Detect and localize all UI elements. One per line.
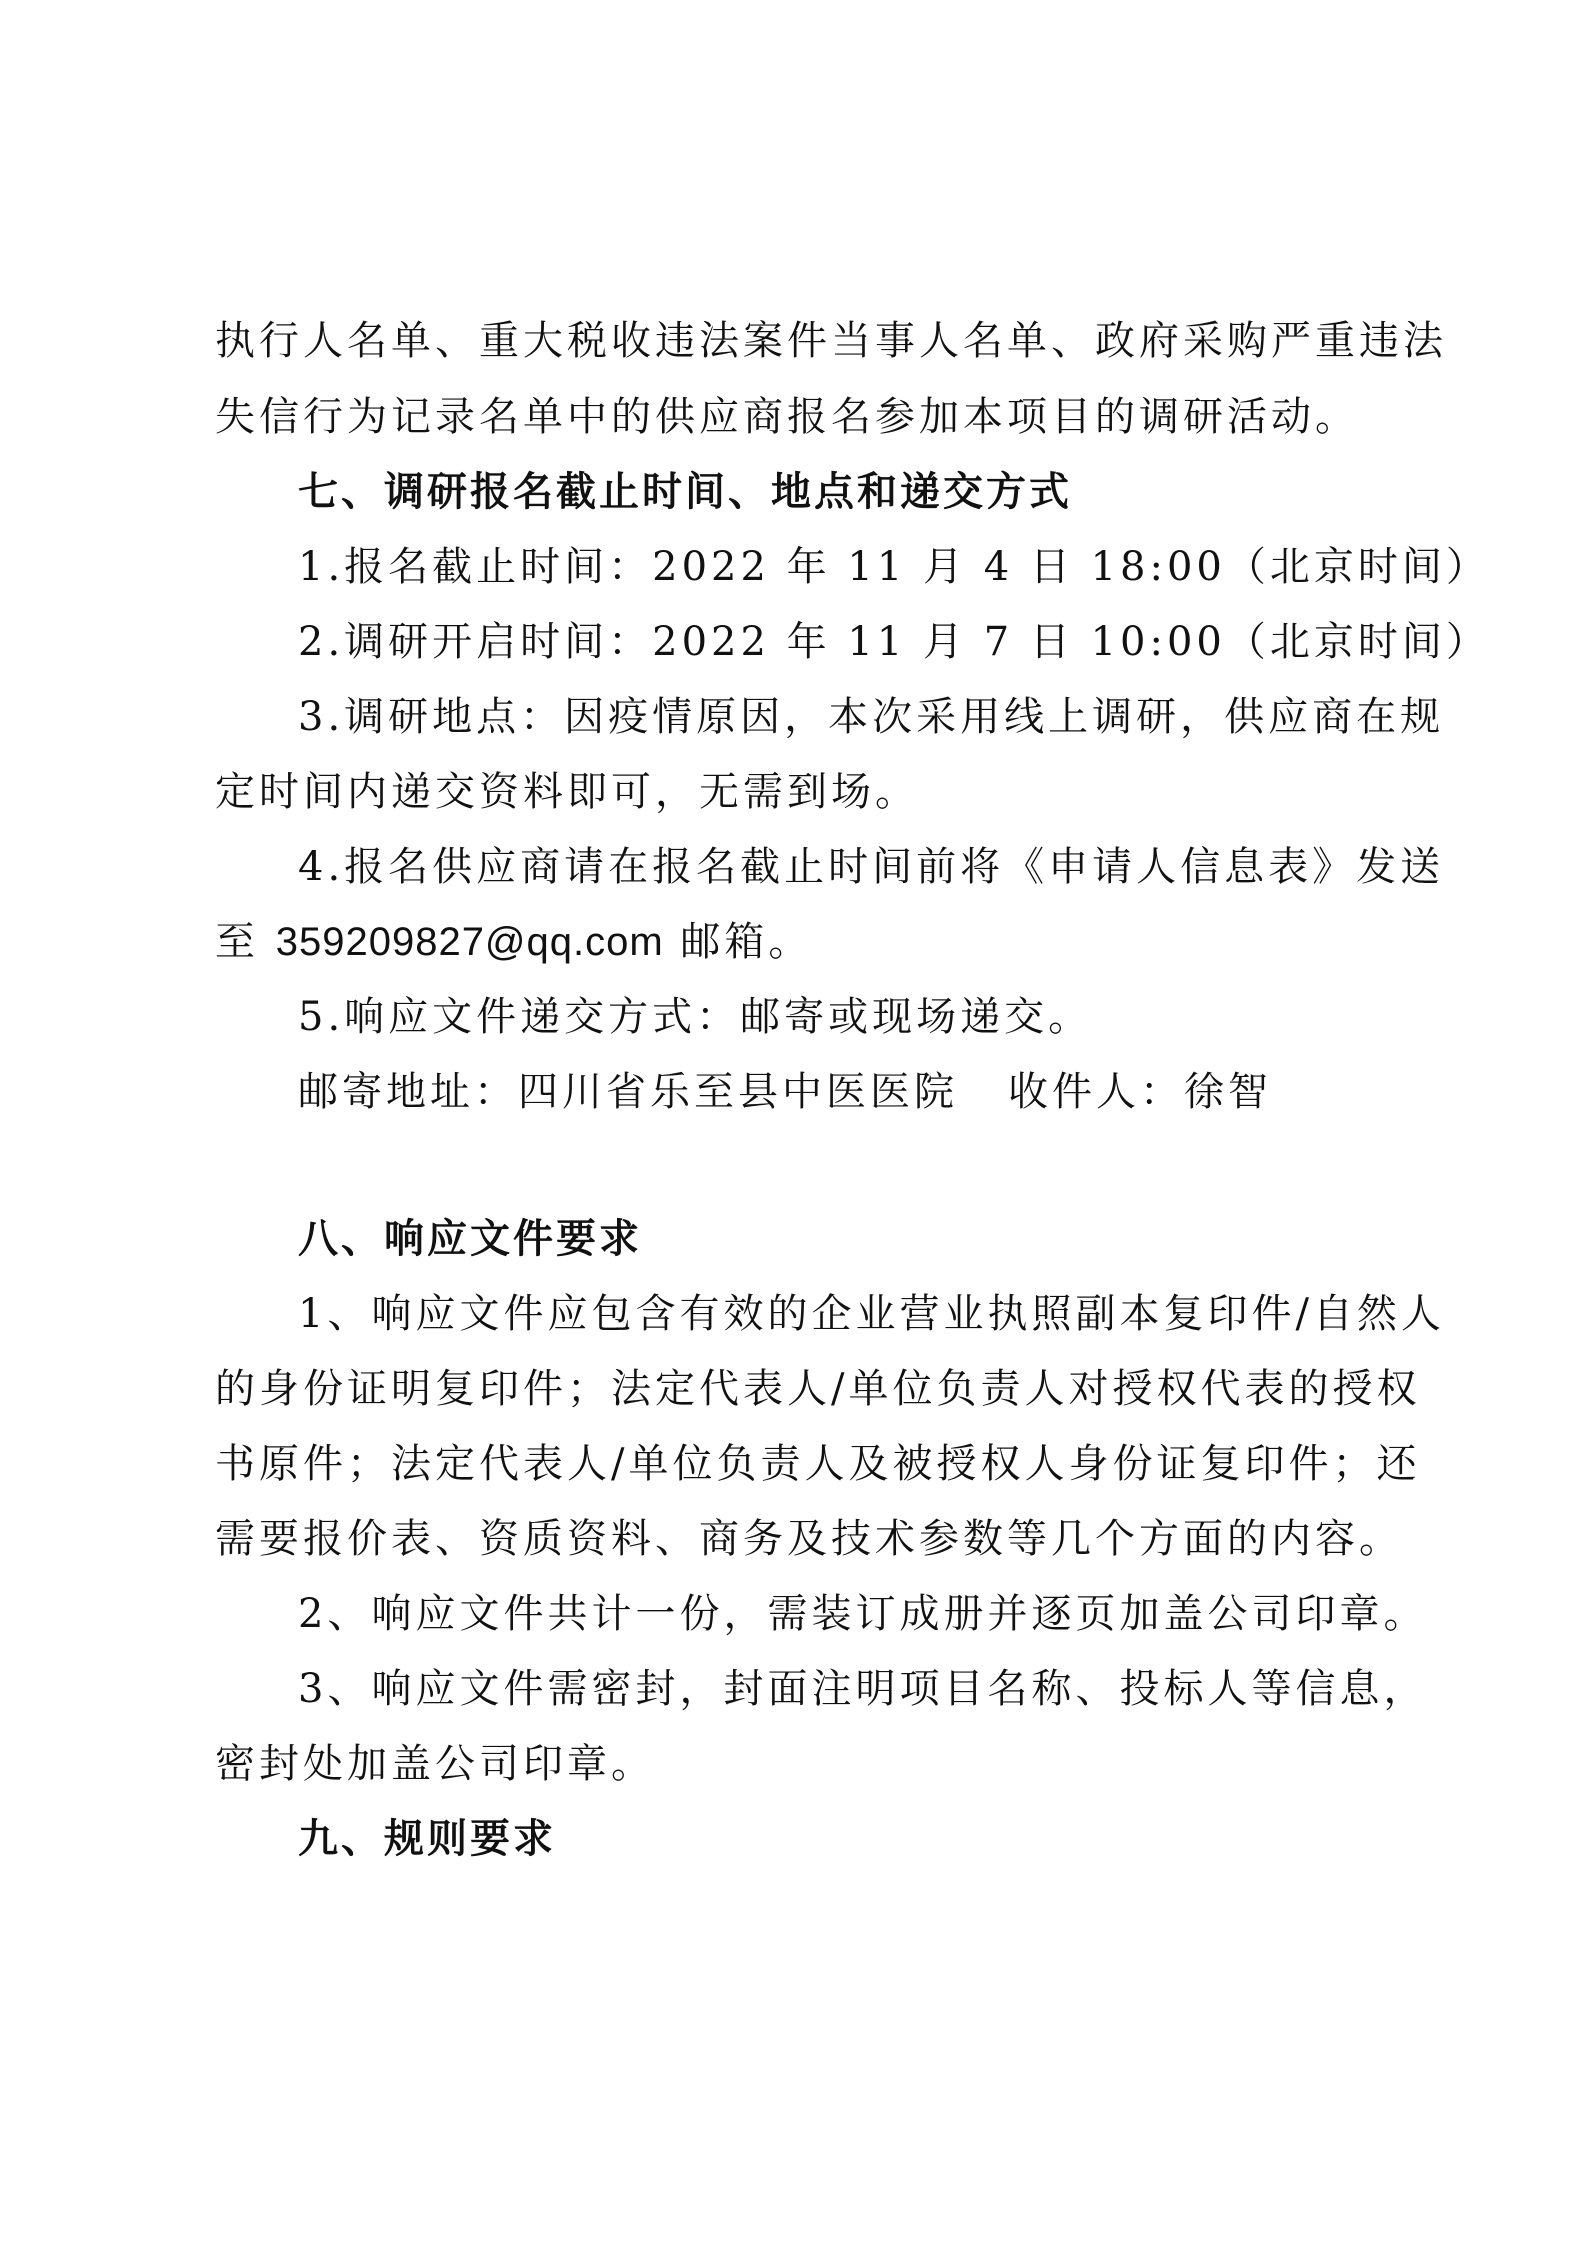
section-8-item-1-continued: 书原件；法定代表人/单位负责人及被授权人身份证复印件；还 xyxy=(215,1441,1421,1487)
section-8-heading: 八、响应文件要求 xyxy=(298,1216,642,1262)
mailing-info xyxy=(298,1065,1478,1119)
section-8-item-1: 1、响应文件应包含有效的企业营业执照副本复印件/自然人 xyxy=(298,1291,1445,1337)
section-7-item-1: 1.报名截止时间：2022 年 11 月 4 日 18:00（北京时间） xyxy=(298,544,1490,590)
section-8-item-3-continued: 密封处加盖公司印章。 xyxy=(215,1741,655,1787)
section-8-item-1-continued: 需要报价表、资质资料、商务及技术参数等几个方面的内容。 xyxy=(215,1516,1403,1562)
section-7-item-4-continued xyxy=(215,915,1395,969)
email-prefix: 至 xyxy=(215,919,276,965)
section-7-heading: 七、调研报名截止时间、地点和递交方式 xyxy=(298,469,1072,515)
section-7-item-2: 2.调研开启时间：2022 年 11 月 7 日 10:00（北京时间） xyxy=(298,619,1490,665)
section-8-item-2: 2、响应文件共计一份，需装订成册并逐页加盖公司印章。 xyxy=(298,1591,1428,1637)
recipient: 收件人：徐智 xyxy=(1008,1069,1272,1115)
section-7-item-3-continued: 定时间内递交资料即可，无需到场。 xyxy=(215,769,919,815)
section-7-item-3: 3.调研地点：因疫情原因，本次采用线上调研，供应商在规 xyxy=(298,694,1445,740)
section-8-item-1-continued: 的身份证明复印件；法定代表人/单位负责人对授权代表的授权 xyxy=(215,1366,1421,1412)
section-7-item-5: 5.响应文件递交方式：邮寄或现场递交。 xyxy=(298,994,1093,1040)
email-suffix: 邮箱。 xyxy=(663,919,813,965)
section-8-item-3: 3、响应文件需密封，封面注明项目名称、投标人等信息， xyxy=(298,1666,1428,1712)
mail-address: 邮寄地址：四川省乐至县中医医院 xyxy=(298,1069,958,1115)
paragraph-line: 执行人名单、重大税收违法案件当事人名单、政府采购严重违法 xyxy=(215,318,1447,364)
email-address: 359209827@qq.com xyxy=(275,920,664,964)
paragraph-line: 失信行为记录名单中的供应商报名参加本项目的调研活动。 xyxy=(215,394,1359,440)
section-9-heading: 九、规则要求 xyxy=(298,1816,556,1862)
section-7-item-4: 4.报名供应商请在报名截止时间前将《申请人信息表》发送 xyxy=(298,844,1445,890)
